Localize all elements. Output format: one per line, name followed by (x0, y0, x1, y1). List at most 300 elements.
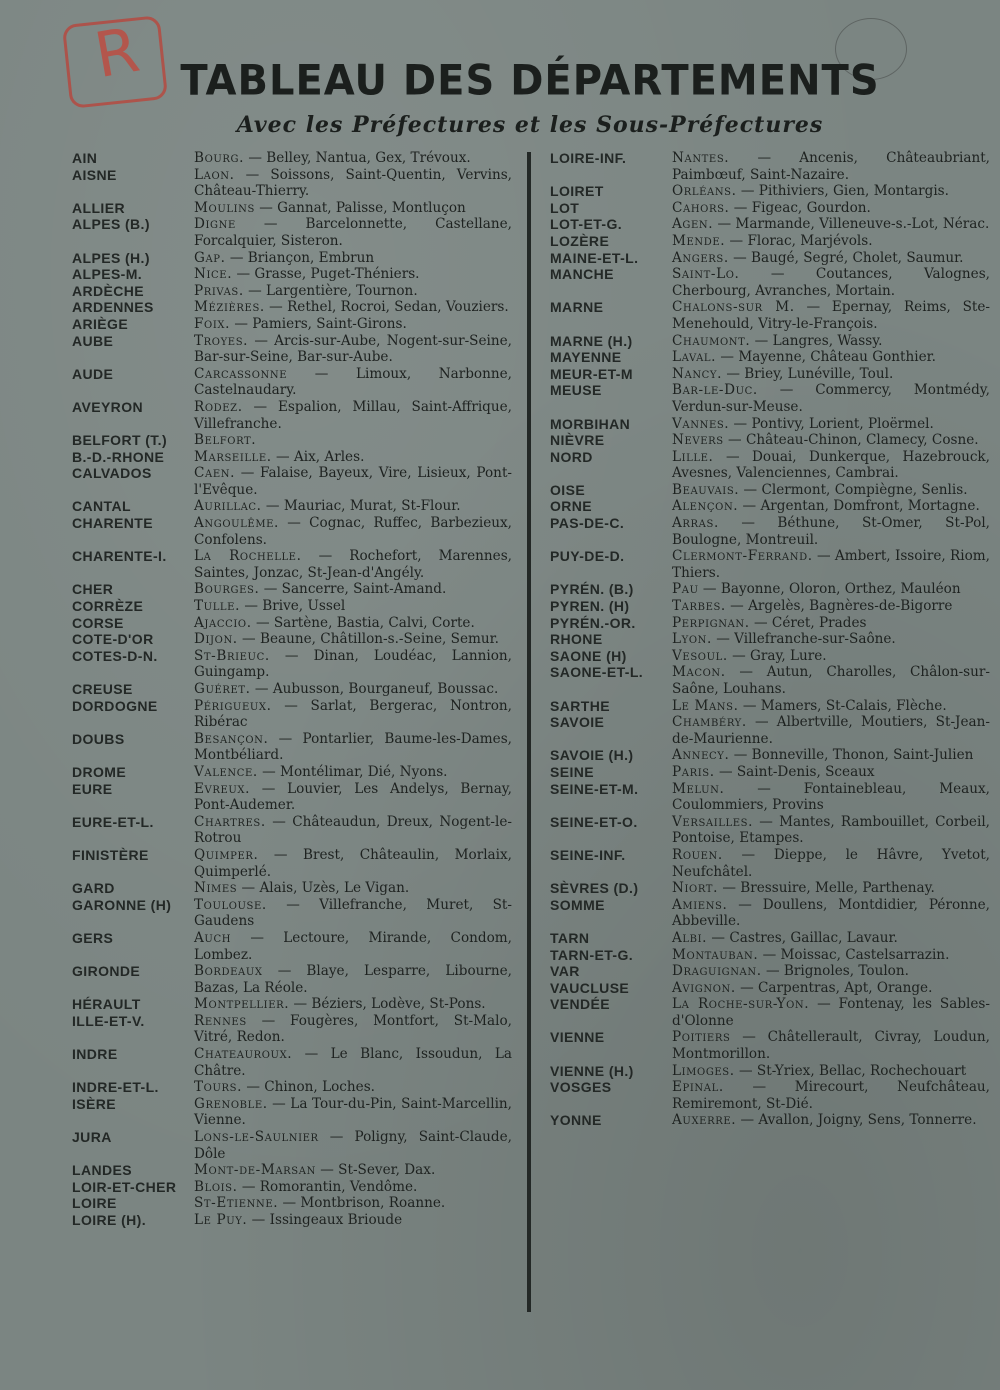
sub-prefectures: — Arcis-sur-Aube, Nogent-sur-Seine, Bar-sur-Seine, Bar-sur-Aube. (194, 332, 512, 366)
department-row (72, 781, 512, 814)
department-row (550, 880, 990, 897)
department-row (550, 1112, 990, 1129)
sub-prefectures: — Clermont, Compiègne, Senlis. (739, 481, 968, 498)
department-towns (672, 1112, 990, 1129)
department-name: CHARENTE-I. (72, 548, 167, 565)
department-name: NIÈVRE (550, 432, 605, 449)
department-row (550, 947, 990, 964)
department-name: TARN (550, 929, 590, 946)
department-name: ALPES-M. (72, 266, 143, 283)
department-name: EURE-ET-L. (72, 813, 154, 830)
department-towns (672, 996, 990, 1029)
sub-prefectures: — Brest, Châteaulin, Morlaix, Quimperlé. (194, 846, 512, 880)
department-name: AVEYRON (72, 398, 143, 415)
department-name: MAYENNE (550, 349, 622, 366)
department-name: ISÈRE (72, 1095, 117, 1112)
department-name: COTE-D'OR (72, 631, 154, 648)
department-name: LANDES (72, 1162, 132, 1179)
prefecture-name: Epinal. (672, 1079, 724, 1096)
prefecture-name: Beauvais. (672, 481, 740, 498)
prefecture-name: Chambéry. (672, 714, 747, 731)
prefecture-name: Angoulême. (194, 515, 279, 532)
sub-prefectures: — Romorantin, Vendôme. (237, 1178, 418, 1195)
prefecture-name: La Roche-sur-Yon. (672, 996, 810, 1013)
prefecture-name: Caen. (194, 465, 235, 482)
department-name: CHER (72, 581, 114, 598)
sub-prefectures: — Montbrison, Roanne. (278, 1195, 446, 1212)
sub-prefectures: — Figeac, Gourdon. (729, 199, 871, 216)
department-towns (672, 498, 990, 515)
prefecture-name: Tulle. (194, 598, 240, 615)
department-row (550, 598, 990, 615)
department-name: LOZÈRE (550, 232, 610, 249)
department-name: AIN (72, 150, 98, 166)
department-name: CALVADOS (72, 465, 152, 482)
department-towns (672, 233, 990, 250)
department-towns (194, 880, 512, 897)
department-name: HÉRAULT (72, 996, 141, 1013)
department-name: ALLIER (72, 199, 125, 216)
department-towns (194, 930, 512, 963)
department-name: PYREN. (H) (550, 598, 630, 615)
department-name: DOUBS (72, 730, 125, 747)
sub-prefectures: — Louvier, Les Andelys, Bernay, Pont-Audemer. (194, 780, 512, 814)
department-row (72, 880, 512, 897)
department-row (550, 747, 990, 764)
department-towns (194, 515, 512, 548)
department-row (72, 1046, 512, 1079)
sub-prefectures: — Fontenay, les Sables-d'Olonne (672, 996, 990, 1029)
prefecture-name: Le Puy. (194, 1212, 248, 1228)
department-towns (194, 764, 512, 781)
department-name: VAR (550, 963, 580, 980)
department-towns (672, 615, 990, 632)
prefecture-name: Bordeaux (194, 963, 263, 980)
prefecture-name: St-Brieuc. (194, 647, 270, 664)
department-name: ARDÈCHE (72, 282, 145, 299)
prefecture-name: Saint-Lo. (672, 266, 740, 283)
prefecture-name: Cahors. (672, 199, 730, 216)
department-towns (672, 581, 990, 598)
department-name: EURE (72, 780, 113, 797)
department-name: PUY-DE-D. (550, 548, 625, 565)
department-towns (672, 714, 990, 747)
department-row (72, 1212, 512, 1229)
department-row (550, 581, 990, 598)
department-row (550, 698, 990, 715)
department-towns (194, 1179, 512, 1196)
department-row (72, 681, 512, 698)
department-towns (672, 664, 990, 697)
sub-prefectures: — Mauriac, Murat, St-Flour. (261, 498, 461, 515)
department-name: ALPES (H.) (72, 249, 150, 266)
department-towns (194, 333, 512, 366)
department-towns (672, 216, 990, 233)
department-name: MORBIHAN (550, 415, 631, 432)
department-row (72, 1195, 512, 1212)
sub-prefectures: — Mantes, Rambouillet, Corbeil, Pontoise, Etampes. (672, 813, 990, 847)
department-row (72, 1179, 512, 1196)
department-name: ARIÈGE (72, 315, 129, 332)
department-name: LOIRET (550, 183, 604, 200)
department-row (72, 930, 512, 963)
sub-prefectures: — Ambert, Issoire, Riom, Thiers. (672, 548, 990, 581)
prefecture-name: Rennes (194, 1012, 247, 1029)
department-towns (194, 996, 512, 1013)
department-name: VIENNE (H.) (550, 1062, 634, 1079)
department-towns (194, 299, 512, 316)
sub-prefectures: — Marmande, Villeneuve-s.-Lot, Nérac. (713, 216, 990, 233)
department-name: NORD (550, 448, 593, 465)
sub-prefectures: — Epernay, Reims, Ste-Menehould, Vitry-le-François. (672, 299, 990, 332)
prefecture-name: Nevers (672, 432, 724, 449)
department-row (72, 615, 512, 632)
sub-prefectures: — Béziers, Lodève, St-Pons. (289, 996, 486, 1013)
department-name: GERS (72, 929, 114, 946)
department-name: SAONE (H) (550, 647, 627, 664)
department-name: SAVOIE (H.) (550, 747, 634, 764)
prefecture-name: Nimes (194, 880, 238, 897)
department-row (72, 764, 512, 781)
department-row (72, 432, 512, 449)
department-row (550, 515, 990, 548)
prefecture-name: Draguignan. (672, 963, 762, 980)
department-towns (194, 465, 512, 498)
prefecture-name: Versailles. (672, 813, 754, 830)
department-row (72, 698, 512, 731)
department-name: LOT (550, 199, 580, 216)
department-towns (194, 1129, 512, 1162)
department-name: GARD (72, 880, 115, 897)
department-towns (194, 648, 512, 681)
department-towns (194, 266, 512, 283)
department-towns (672, 382, 990, 415)
department-row (550, 216, 990, 233)
prefecture-name: Blois. (194, 1178, 238, 1195)
department-row (72, 250, 512, 267)
department-towns (672, 814, 990, 847)
department-towns (194, 814, 512, 847)
department-row (550, 664, 990, 697)
column-divider (527, 152, 531, 1312)
prefecture-name: Evreux. (194, 780, 251, 797)
sub-prefectures: — Limoux, Narbonne, Castelnaudary. (194, 365, 512, 399)
prefecture-name: Quimper. (194, 846, 259, 863)
department-row (72, 216, 512, 249)
department-name: DORDOGNE (72, 697, 158, 714)
department-towns (672, 963, 990, 980)
sub-prefectures: — Bressuire, Melle, Parthenay. (718, 880, 935, 897)
sub-prefectures: — Aubusson, Bourganeuf, Boussac. (250, 681, 499, 697)
department-towns (194, 200, 512, 217)
sub-prefectures: — Falaise, Bayeux, Vire, Lisieux, Pont-l'Evêque. (194, 465, 512, 498)
department-row (550, 183, 990, 200)
department-row (550, 498, 990, 515)
department-towns (194, 1096, 512, 1129)
prefecture-name: Vesoul. (672, 647, 728, 664)
department-name: LOT-ET-G. (550, 216, 623, 233)
sub-prefectures: — Avallon, Joigny, Sens, Tonnerre. (736, 1112, 977, 1129)
department-name: SEINE-INF. (550, 846, 626, 863)
department-name: PYRÉN. (B.) (550, 581, 634, 598)
department-row (72, 299, 512, 316)
prefecture-name: Pau (672, 581, 699, 598)
sub-prefectures: — Barcelonnette, Castellane, Forcalquier, Sisteron. (194, 216, 512, 249)
department-row (72, 963, 512, 996)
department-row (72, 847, 512, 880)
sub-prefectures: — Poligny, Saint-Claude, Dôle (194, 1129, 512, 1162)
sub-prefectures: — Mamers, St-Calais, Flèche. (738, 697, 947, 714)
sub-prefectures: — Sarlat, Bergerac, Nontron, Ribérac (194, 697, 512, 731)
department-row (72, 283, 512, 300)
department-row (550, 266, 990, 299)
sub-prefectures: — Pithiviers, Gien, Montargis. (736, 183, 949, 200)
department-towns (194, 631, 512, 648)
department-name: MEUR-ET-M (550, 365, 633, 382)
department-towns (194, 615, 512, 632)
department-row (72, 897, 512, 930)
prefecture-name: Valence. (194, 763, 258, 780)
prefecture-name: Chartres. (194, 813, 266, 830)
sub-prefectures: — St-Yriex, Bellac, Rochechouart (734, 1062, 967, 1079)
department-name: SEINE-ET-M. (550, 780, 639, 797)
prefecture-name: Agen. (672, 216, 714, 233)
prefecture-name: Besançon. (194, 730, 269, 747)
prefecture-name: Rodez. (194, 398, 243, 415)
department-row (550, 814, 990, 847)
department-name: FINISTÈRE (72, 846, 149, 863)
sub-prefectures: — Dieppe, le Hâvre, Yvetot, Neufchâtel. (672, 846, 990, 880)
sub-prefectures: — Florac, Marjévols. (725, 232, 873, 249)
sub-prefectures: — Gray, Lure. (727, 647, 827, 664)
department-row (72, 1013, 512, 1046)
sub-prefectures: — Pamiers, Saint-Girons. (230, 315, 407, 332)
sub-prefectures: — Briey, Lunéville, Toul. (722, 365, 894, 382)
sub-prefectures: — Châteaudun, Dreux, Nogent-le-Rotrou (194, 813, 512, 847)
department-name: MANCHE (550, 266, 614, 283)
department-name: MARNE (550, 299, 604, 316)
sub-prefectures: — Aix, Arles. (271, 448, 365, 465)
sub-prefectures: — Béthune, St-Omer, St-Pol, Boulogne, Montreuil. (672, 515, 990, 548)
department-row (72, 266, 512, 283)
sub-prefectures: — Mirecourt, Neufchâteau, Remiremont, St-Dié. (672, 1079, 990, 1112)
department-name: INDRE (72, 1046, 118, 1063)
sub-prefectures: — Sancerre, Saint-Amand. (259, 581, 447, 598)
sub-prefectures: — Douai, Dunkerque, Hazebrouck, Avesnes, Valenciennes, Cambrai. (672, 448, 990, 482)
department-name: SAONE-ET-L. (550, 664, 644, 681)
department-towns (672, 698, 990, 715)
department-towns (194, 1079, 512, 1096)
sub-prefectures: — Le Blanc, Issoudun, La Châtre. (194, 1046, 512, 1079)
department-towns (194, 897, 512, 930)
prefecture-name: Poitiers (672, 1029, 731, 1046)
department-towns (672, 747, 990, 764)
department-towns (194, 847, 512, 880)
department-row (72, 1162, 512, 1179)
department-name: VIENNE (550, 1029, 605, 1046)
department-row (550, 1079, 990, 1112)
prefecture-name: Chalons-sur M. (672, 299, 795, 316)
sub-prefectures: — Châtellerault, Civray, Loudun, Montmorillon. (672, 1029, 990, 1063)
department-row (72, 814, 512, 847)
prefecture-name: Tarbes. (672, 598, 726, 615)
department-name: SARTHE (550, 697, 610, 714)
department-towns (672, 648, 990, 665)
sub-prefectures: — Saint-Denis, Sceaux (714, 763, 875, 780)
prefecture-name: Tours. (194, 1079, 242, 1096)
sub-prefectures: — Soissons, Saint-Quentin, Vervins, Château-Thierry. (194, 166, 512, 200)
department-towns (194, 366, 512, 399)
department-row (72, 548, 512, 581)
department-row (550, 200, 990, 217)
sub-prefectures: — Baugé, Segré, Cholet, Saumur. (728, 249, 964, 266)
department-towns (194, 167, 512, 200)
department-name: LOIR-ET-CHER (72, 1178, 177, 1195)
department-towns (672, 482, 990, 499)
department-towns (672, 250, 990, 267)
department-towns (672, 781, 990, 814)
prefecture-name: Bar-le-Duc. (672, 382, 758, 399)
sub-prefectures: — Dinan, Loudéac, Lannion, Guingamp. (194, 647, 512, 681)
department-towns (672, 897, 990, 930)
sub-prefectures: — Castres, Gaillac, Lavaur. (707, 929, 898, 946)
department-towns (672, 847, 990, 880)
prefecture-name: Périgueux. (194, 697, 272, 714)
department-name: OISE (550, 481, 586, 498)
department-towns (672, 200, 990, 217)
sub-prefectures: — Lectoure, Mirande, Condom, Lombez. (194, 929, 512, 963)
department-towns (672, 449, 990, 482)
sub-prefectures: — Montélimar, Dié, Nyons. (257, 763, 448, 780)
department-towns (672, 366, 990, 383)
sub-prefectures: — Rochefort, Marennes, Saintes, Jonzac, St-Jean-d'Angély. (194, 548, 513, 581)
prefecture-name: Auch (194, 929, 232, 946)
sub-prefectures: — Fougères, Montfort, St-Malo, Vitré, Redon. (194, 1012, 512, 1046)
prefecture-name: Limoges. (672, 1062, 735, 1079)
prefecture-name: Annecy. (672, 747, 730, 764)
department-towns (672, 515, 990, 548)
department-name: SOMME (550, 896, 605, 913)
department-row (72, 465, 512, 498)
prefecture-name: Clermont-Ferrand. (672, 548, 813, 565)
prefecture-name: Macon. (672, 664, 726, 681)
sub-prefectures: — Carpentras, Apt, Orange. (735, 979, 933, 996)
department-name: AISNE (72, 166, 117, 183)
page-title: TABLEAU DES DÉPARTEMENTS (180, 56, 880, 106)
department-row (72, 581, 512, 598)
department-name: YONNE (550, 1112, 602, 1129)
department-name: INDRE-ET-L. (72, 1079, 159, 1096)
prefecture-name: Montpellier. (194, 996, 290, 1013)
department-name: MARNE (H.) (550, 332, 633, 349)
department-name: PYRÉN.-OR. (550, 614, 636, 631)
department-row (72, 996, 512, 1013)
department-name: MAINE-ET-L. (550, 249, 639, 266)
department-towns (672, 150, 990, 183)
department-name: VENDÉE (550, 996, 610, 1013)
department-name: AUDE (72, 365, 114, 382)
department-towns (194, 598, 512, 615)
department-name: MEUSE (550, 382, 602, 399)
department-name: ILLE-ET-V. (72, 1012, 145, 1029)
department-towns (672, 416, 990, 433)
sub-prefectures: — Beaune, Châtillon-s.-Seine, Semur. (237, 631, 499, 648)
prefecture-name: St-Etienne. (194, 1195, 279, 1212)
prefecture-name: Arras. (672, 515, 719, 532)
sub-prefectures: — Doullens, Montdidier, Péronne, Abbeville. (672, 896, 990, 930)
department-row (550, 1063, 990, 1080)
prefecture-name: Bourg. (194, 150, 245, 166)
prefecture-name: Lille. (672, 448, 714, 465)
department-name: TARN-ET-G. (550, 946, 634, 963)
department-name: VOSGES (550, 1079, 612, 1096)
department-name: AUBE (72, 332, 114, 349)
department-name: SEINE (550, 763, 595, 780)
department-towns (672, 631, 990, 648)
department-towns (672, 598, 990, 615)
prefecture-name: Le Mans. (672, 697, 739, 714)
prefecture-name: Mende. (672, 232, 726, 249)
sub-prefectures: — Château-Chinon, Clamecy, Cosne. (723, 432, 979, 449)
department-row (550, 847, 990, 880)
prefecture-name: Niort. (672, 880, 718, 897)
left-column (72, 150, 512, 1229)
department-name: PAS-DE-C. (550, 515, 625, 532)
sub-prefectures: — Villefranche, Muret, St-Gaudens (194, 896, 512, 930)
sub-prefectures: — Sartène, Bastia, Calvi, Corte. (251, 614, 475, 631)
department-row (550, 432, 990, 449)
department-row (72, 449, 512, 466)
department-name: COTES-D-N. (72, 647, 158, 664)
department-name: LOIRE (H). (72, 1212, 146, 1228)
department-row (550, 382, 990, 415)
department-row (72, 631, 512, 648)
department-name: CREUSE (72, 681, 133, 697)
department-row (550, 963, 990, 980)
prefecture-name: Laon. (194, 166, 235, 183)
department-name: CORSE (72, 614, 124, 631)
sub-prefectures: — Chinon, Loches. (242, 1079, 375, 1096)
department-name: ARDENNES (72, 299, 154, 316)
department-row (72, 1129, 512, 1162)
department-towns (672, 880, 990, 897)
page-subtitle: Avec les Préfectures et les Sous-Préfectures (236, 112, 824, 138)
department-towns (194, 581, 512, 598)
prefecture-name: Toulouse. (194, 896, 267, 913)
department-row (72, 648, 512, 681)
sub-prefectures: — Pontarlier, Baume-les-Dames, Montbéliard. (194, 730, 512, 764)
department-towns (194, 1212, 512, 1229)
prefecture-name: Amiens. (672, 896, 728, 913)
sub-prefectures: — Pontivy, Lorient, Ploërmel. (729, 415, 934, 432)
department-name: GIRONDE (72, 963, 141, 980)
sub-prefectures: — Issingeaux Brioude (247, 1212, 403, 1228)
sub-prefectures: — Mayenne, Château Gonthier. (716, 349, 936, 366)
department-name: GARONNE (H) (72, 896, 172, 913)
prefecture-name: Nancy. (672, 365, 723, 382)
stamp-letter: R (89, 12, 145, 93)
department-row (550, 150, 990, 183)
department-towns (672, 183, 990, 200)
prefecture-name: Privas. (194, 282, 244, 299)
department-towns (194, 731, 512, 764)
department-name: LOIRE (72, 1195, 117, 1212)
department-row (72, 366, 512, 399)
department-towns (672, 349, 990, 366)
sub-prefectures: — Brive, Ussel (240, 598, 346, 615)
department-name: JURA (72, 1129, 112, 1146)
department-row (72, 399, 512, 432)
